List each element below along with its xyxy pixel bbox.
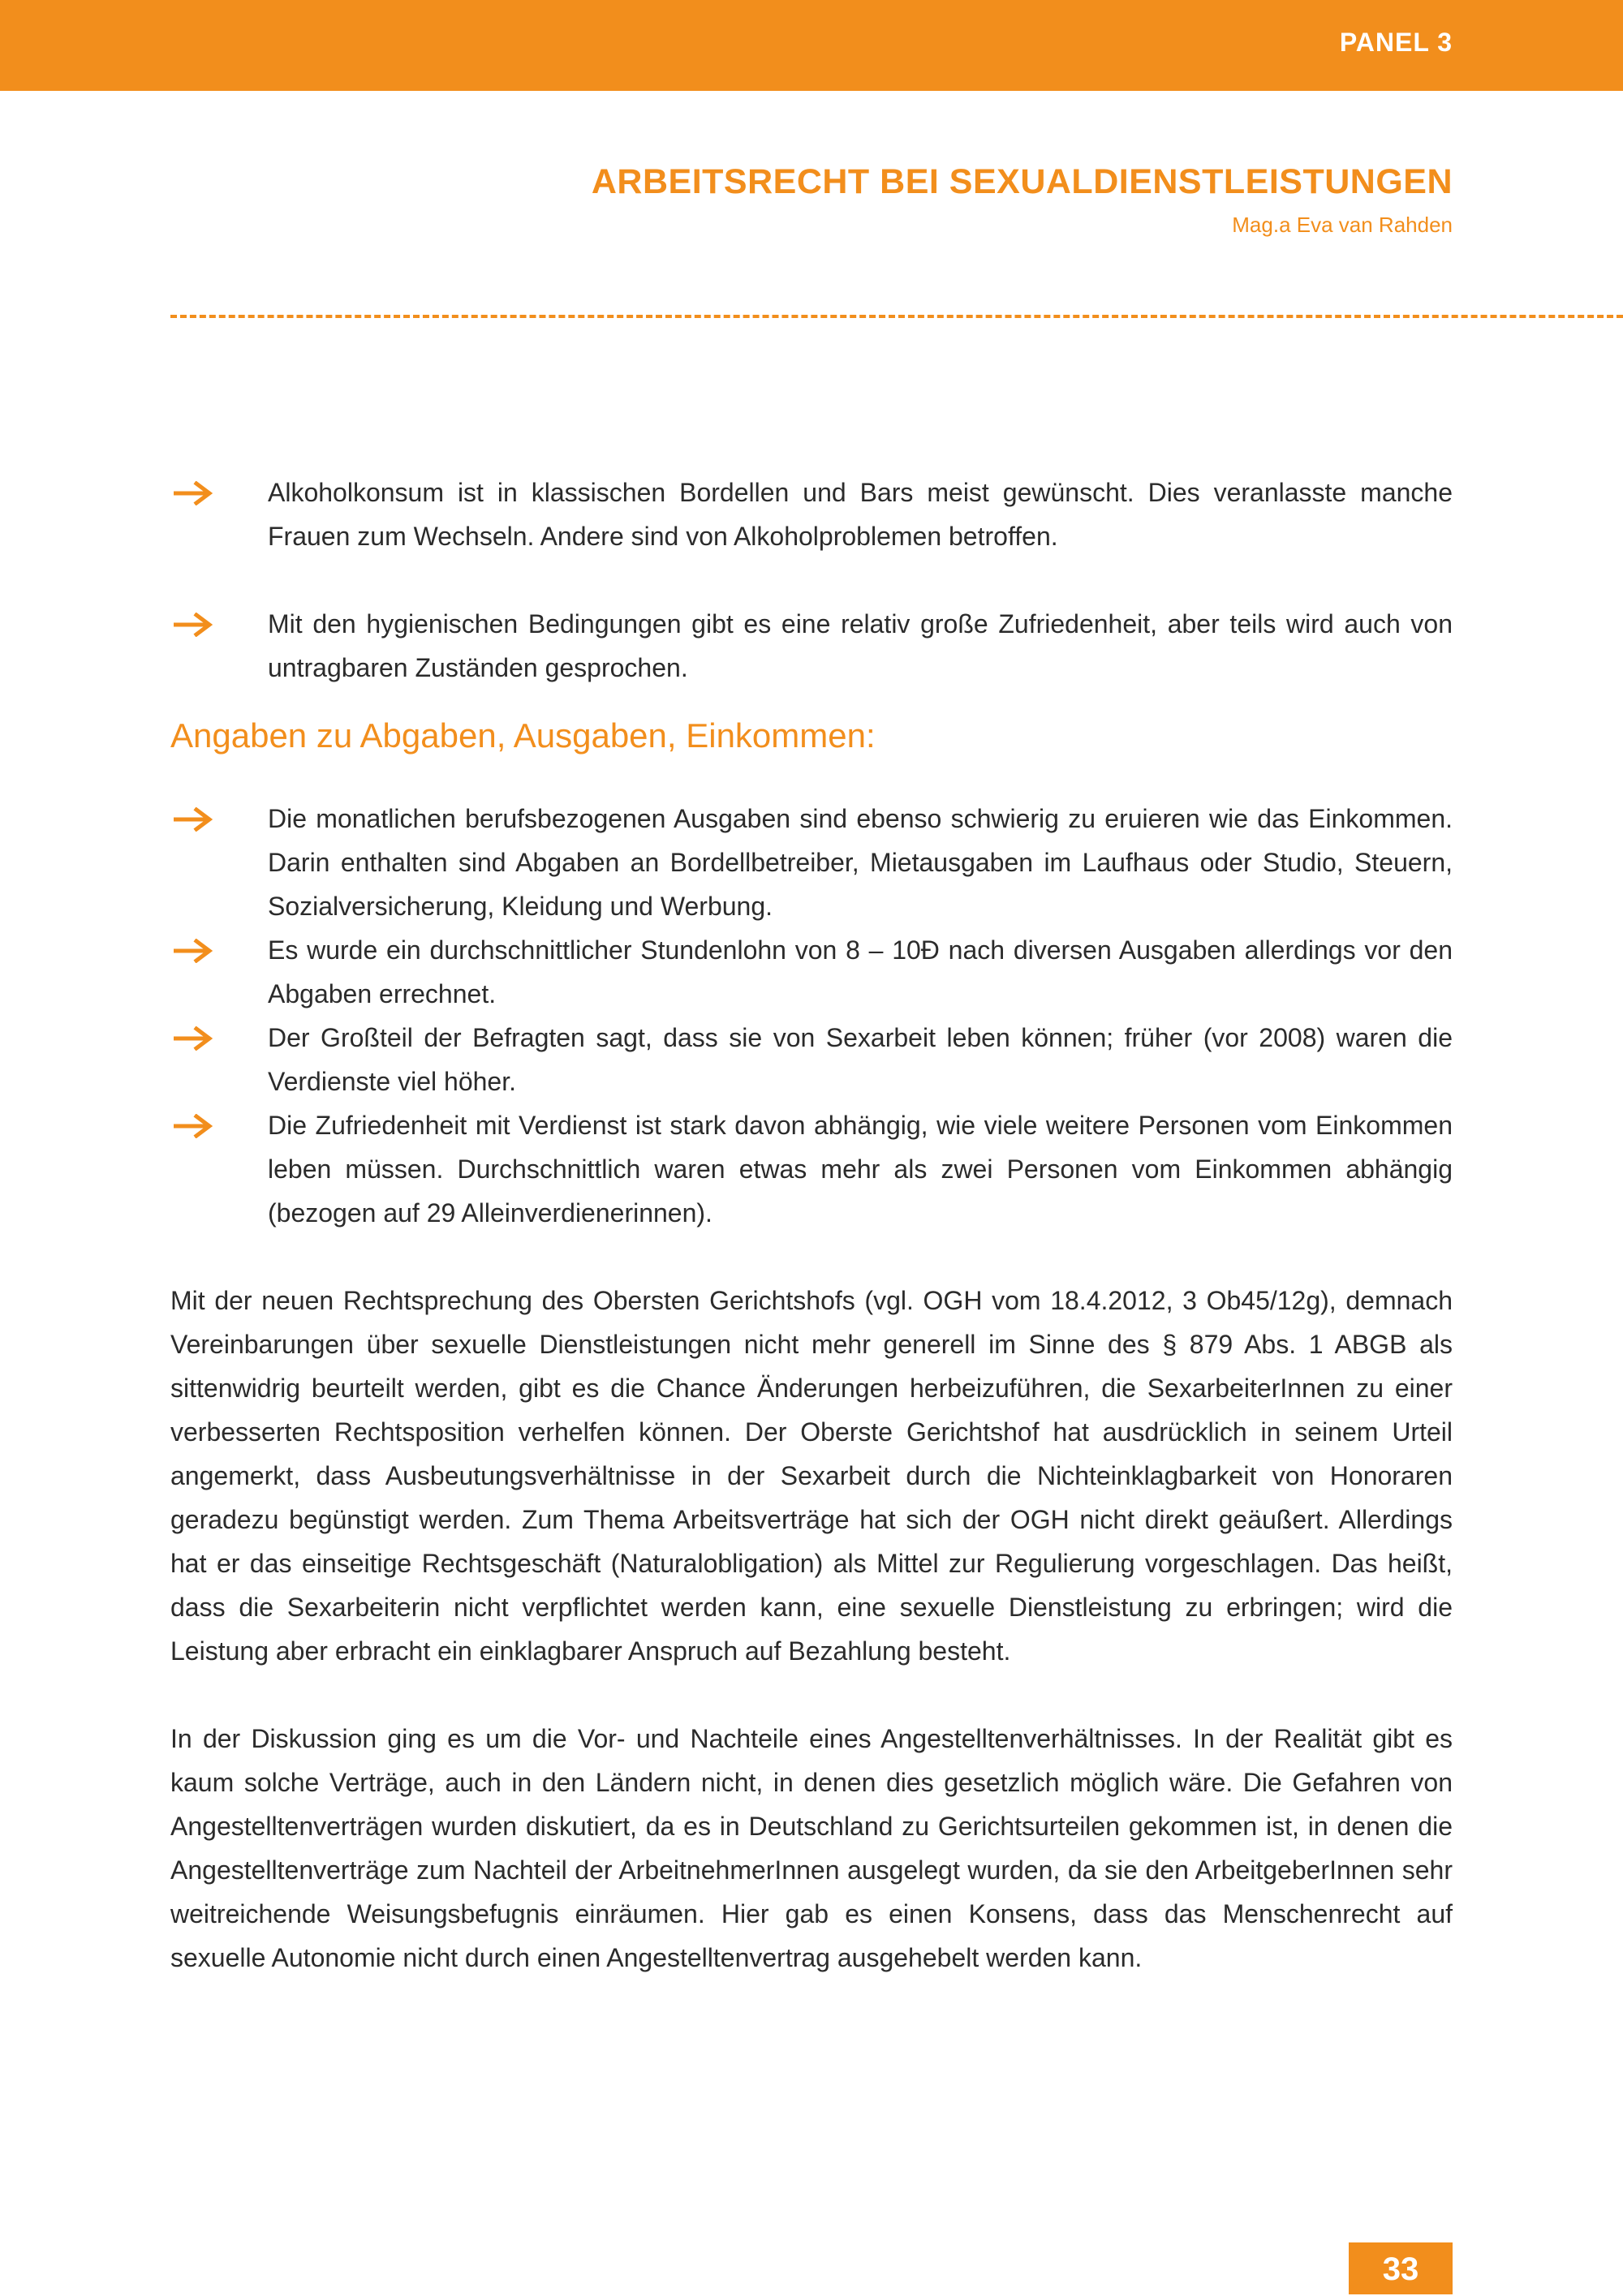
- intro-bullet-list: [170, 471, 1453, 690]
- list-item: [170, 928, 1453, 1016]
- arrow-right-icon: [174, 1114, 213, 1138]
- arrow-right-icon: [174, 1026, 213, 1051]
- bullet-text: Mit den hygienischen Bedingungen gibt es eine relativ große Zufriedenheit, aber teils wird auch von untragbaren Zuständen gesprochen.: [268, 609, 1453, 682]
- list-item: [170, 1016, 1453, 1103]
- bullet-text: Die Zufriedenheit mit Verdienst ist stark davon abhängig, wie viele weitere Personen vom Einkommen leben müssen. Durchschnittlich waren etwas mehr als zwei Personen vom Einkommen abhängig (bezogen auf 29 Alleinverdienerinnen).: [268, 1111, 1453, 1228]
- arrow-right-icon: [174, 939, 213, 963]
- bullet-text: Der Großteil der Befragten sagt, dass sie von Sexarbeit leben können; früher (vor 2008) waren die Verdienste viel höher.: [268, 1023, 1453, 1096]
- main-content: [170, 471, 1453, 1980]
- page-title: ARBEITSRECHT BEI SEXUALDIENSTLEISTUNGEN: [591, 162, 1453, 201]
- list-item: [170, 797, 1453, 928]
- arrow-right-icon: [174, 807, 213, 832]
- author-name: Mag.a Eva van Rahden: [1232, 213, 1453, 237]
- bullet-text: Alkoholkonsum ist in klassischen Bordellen und Bars meist gewünscht. Dies veranlasste manche Frauen zum Wechseln. Andere sind von Alkoholproblemen betroffen.: [268, 478, 1453, 551]
- income-bullet-list: [170, 797, 1453, 1235]
- section-heading: Angaben zu Abgaben, Ausgaben, Einkommen:: [170, 716, 876, 755]
- body-paragraph: Mit der neuen Rechtsprechung des Obersten Gerichtshofs (vgl. OGH vom 18.4.2012, 3 Ob45/12g), demnach Vereinbarungen über sexuelle Dienstleistungen nicht mehr generell im Sinne des § 879 Abs. 1 ABGB als sittenwidrig beurteilt werden, gibt es die Chance Änderungen herbeizuführen, die SexarbeiterInnen zu einer verbesserten Rechtsposition verhelfen können. Der Oberste Gerichtshof hat ausdrücklich in seinem Urteil angemerkt, dass Ausbeutungsverhältnisse in der Sexarbeit durch die Nichteinklagbarkeit von Honoraren geradezu begünstigt werden. Zum Thema Arbeitsverträge hat sich der OGH nicht direkt geäußert. Allerdings hat er das einseitige Rechtsgeschäft (Naturalobligation) als Mittel zur Regulierung vorgeschlagen. Das heißt, dass die Sexarbeiterin nicht verpflichtet werden kann, eine sexuelle Dienstleistung zu erbringen; wird die Leistung aber erbracht ein einklagbarer Anspruch auf Bezahlung besteht.: [170, 1286, 1453, 1666]
- list-item: [170, 602, 1453, 690]
- list-item: [170, 1103, 1453, 1235]
- bullet-text: Die monatlichen berufsbezogenen Ausgaben sind ebenso schwierig zu eruieren wie das Einkommen. Darin enthalten sind Abgaben an Bordellbetreiber, Mietausgaben im Laufhaus oder Studio, Steuern, Sozialversicherung, Kleidung und Werbung.: [268, 804, 1453, 921]
- dashed-divider: [170, 315, 1623, 318]
- panel-label: PANEL 3: [1339, 28, 1453, 57]
- page-number: 33: [1349, 2242, 1453, 2294]
- body-paragraph: In der Diskussion ging es um die Vor- und Nachteile eines Angestelltenverhältnisses. In der Realität gibt es kaum solche Verträge, auch in den Ländern nicht, in denen dies gesetzlich möglich wäre. Die Gefahren von Angestelltenverträgen wurden diskutiert, da es in Deutschland zu Gerichtsurteilen gekommen ist, in denen die Angestelltenverträge zum Nachteil der ArbeitnehmerInnen ausgelegt wurden, da sie den ArbeitgeberInnen sehr weitreichende Weisungsbefugnis einräumen. Hier gab es einen Konsens, dass das Menschenrecht auf sexuelle Autonomie nicht durch einen Angestelltenvertrag ausgehebelt werden kann.: [170, 1724, 1453, 1972]
- arrow-right-icon: [174, 613, 213, 637]
- arrow-right-icon: [174, 481, 213, 505]
- list-item: [170, 471, 1453, 558]
- bullet-text: Es wurde ein durchschnittlicher Stundenlohn von 8 – 10Ð nach diversen Ausgaben allerdings vor den Abgaben errechnet.: [268, 935, 1453, 1008]
